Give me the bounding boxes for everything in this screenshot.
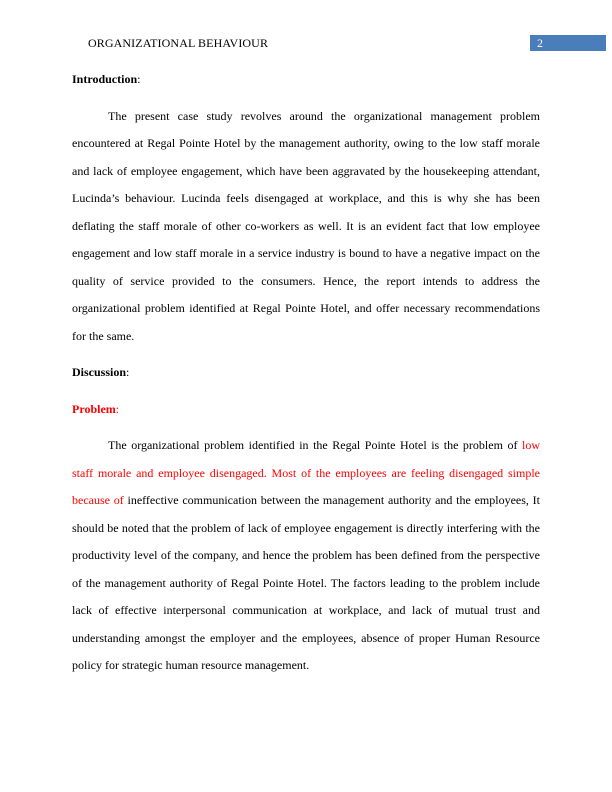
problem-paragraph-highlight: low staff morale and employee disengaged. Most of the employees are feeling disengaged simple because of: [72, 438, 540, 507]
introduction-heading-colon: :: [137, 72, 141, 86]
problem-heading-text: Problem: [72, 401, 116, 416]
problem-heading-colon: :: [115, 401, 120, 416]
page-number: 2: [530, 35, 606, 51]
introduction-heading: [72, 66, 540, 94]
problem-heading: [72, 396, 540, 424]
document-body: [72, 66, 540, 680]
problem-paragraph-start: The organizational problem identified in the Regal Pointe Hotel is the problem of: [108, 438, 522, 452]
problem-paragraph: [72, 432, 540, 680]
discussion-heading-text: Discussion: [72, 365, 127, 379]
discussion-heading-colon: :: [126, 365, 130, 379]
problem-paragraph-rest: ineffective communication between the management authority and the employees, It should be noted that the problem of lack of employee engagement is directly interfering with the productivity level of the company, and hence the problem has been defined from the perspective of the management authority of Regal Pointe Hotel. The factors leading to the problem include lack of effective interpersonal communication at workplace, and lack of mutual trust and understanding amongst the employer and the employees, absence of proper Human Resource policy for strategic human resource management.: [72, 493, 540, 672]
introduction-heading-text: Introduction: [72, 72, 138, 86]
introduction-paragraph: The present case study revolves around the organizational management problem encountered at Regal Pointe Hotel by the management authority, owing to the low staff morale and lack of employee engagement, which have been aggravated by the housekeeping attendant, Lucinda’s behaviour. Lucinda feels disengaged at workplace, and this is why she has been deflating the staff morale of other co-workers as well. It is an evident fact that low employee engagement and low staff morale in a service industry is bound to have a negative impact on the quality of service provided to the consumers. Hence, the report intends to address the organizational problem identified at Regal Pointe Hotel, and offer necessary recommendations for the same.: [72, 108, 540, 343]
discussion-heading: [72, 359, 540, 387]
running-header: ORGANIZATIONAL BEHAVIOUR: [88, 36, 269, 50]
